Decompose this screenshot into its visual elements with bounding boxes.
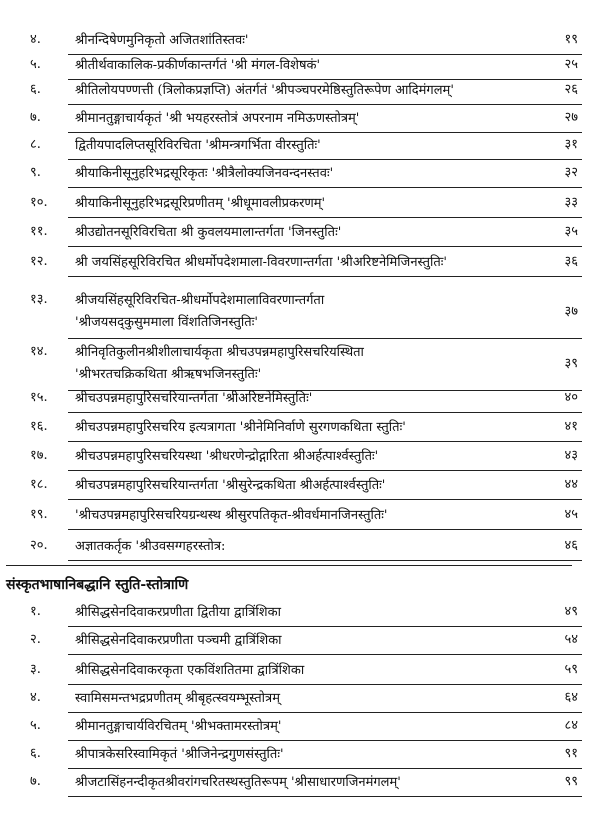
entry-page-number: ५४: [564, 632, 578, 647]
entry-title: श्रीचउपन्नमहापुरिसचरियान्तर्गता 'श्रीसुरेन्द्रकथिता श्रीअर्हत्पार्श्वस्तुतिः': [75, 478, 386, 493]
entry-title: श्रीमानतुङ्गाचार्यकृतं 'श्री भयहरस्तोत्रं अपरनाम नमिऊणस्तोत्रम्': [75, 111, 360, 126]
row-divider: [68, 217, 582, 218]
entry-page-number: ८४: [564, 718, 578, 733]
entry-page-number: २६: [564, 82, 578, 97]
entry-number: ६.: [30, 746, 41, 761]
row-divider: [68, 276, 582, 277]
entry-number: १५.: [30, 390, 48, 405]
entry-title: श्रीसिद्धसेनदिवाकरप्रणीता पञ्चमी द्वात्रिंशिका: [75, 633, 282, 648]
entry-number: १९.: [30, 507, 48, 522]
entry-title: स्वामिसमन्तभद्रप्रणीतम् श्रीबृहत्स्वयम्भूस्तोत्रम्: [75, 691, 280, 706]
entry-number: १.: [30, 604, 41, 619]
section-heading: संस्कृतभाषानिबद्धानि स्तुति-स्तोत्राणि: [6, 577, 189, 593]
entry-number: ५.: [30, 718, 41, 733]
entry-title: श्रीचउपन्नमहापुरिसचरियान्तर्गता 'श्रीअरिष्टनेमिस्तुतिः': [75, 391, 313, 406]
entry-title: श्रीतिलोयपण्णत्ती (त्रिलोकप्रज्ञप्ति) अंतर्गतं 'श्रीपञ्चपरमेष्ठिस्तुतिरूपेण आदिमंगलम्': [75, 83, 454, 98]
entry-number: २.: [30, 632, 41, 647]
entry-page-number: ३७: [564, 304, 578, 319]
row-divider: [68, 626, 582, 627]
entry-title: श्रीउद्योतनसूरिविरचिता श्री कुवलयमालान्तर्गता 'जिनस्तुतिः': [75, 225, 342, 240]
entry-title: श्रीयाकिनीसूनुहरिभद्रसूरिप्रणीतम् 'श्रीधूमावलीप्रकरणम्': [75, 196, 326, 211]
entry-number: १८.: [30, 477, 48, 492]
entry-page-number: २५: [564, 57, 578, 72]
entry-number: ४.: [30, 690, 41, 705]
row-divider: [68, 470, 582, 471]
entry-number: १२.: [30, 254, 48, 269]
row-divider: [68, 338, 582, 339]
entry-page-number: ५९: [564, 662, 578, 677]
entry-number: ४.: [30, 32, 41, 47]
row-divider: [68, 529, 582, 530]
entry-title: श्रीसिद्धसेनदिवाकरप्रणीता द्वितीया द्वात्रिंशिका: [75, 605, 281, 620]
entry-number: ११.: [30, 224, 48, 239]
entry-number: १६.: [30, 419, 48, 434]
entry-page-number: ४४: [564, 477, 578, 492]
row-divider: [68, 412, 582, 413]
entry-page-number: ४६: [564, 538, 578, 553]
entry-number: ६.: [30, 82, 41, 97]
entry-page-number: ९१: [564, 746, 578, 761]
entry-page-number: २७: [564, 110, 578, 125]
row-divider: [68, 712, 582, 713]
entry-title: श्रीजटासिंहनन्दीकृतश्रीवरांगचरितस्थस्तुतिरूपम् 'श्रीसाधारणजिनमंगलम्': [75, 775, 401, 790]
row-divider: [68, 560, 582, 561]
entry-number: १७.: [30, 448, 48, 463]
entry-page-number: ३५: [564, 224, 578, 239]
entry-page-number: ३३: [564, 195, 578, 210]
entry-title: श्रीनन्दिषेणमुनिकृतो अजितशांतिस्तवः': [75, 33, 249, 48]
row-divider: [68, 132, 582, 133]
entry-title: 'श्रीचउपन्नमहापुरिसचरियग्रन्थस्थ श्रीसुरपतिकृत-श्रीवर्धमानजिनस्तुतिः': [75, 508, 388, 523]
entry-title: श्री जयसिंहसूरिविरचित श्रीधर्मोपदेशमाला-विवरणान्तर्गता 'श्रीअरिष्टनेमिजिनस्तुतिः': [75, 255, 447, 270]
entry-page-number: ४५: [564, 507, 578, 522]
row-divider: [68, 441, 582, 442]
entry-page-number: ६४: [564, 690, 578, 705]
entry-page-number: १९: [564, 32, 578, 47]
entry-page-number: ३६: [564, 254, 578, 269]
entry-number: ५.: [30, 57, 41, 72]
row-divider: [68, 654, 582, 655]
entry-title: श्रीचउपन्नमहापुरिसचरियस्था 'श्रीधरणेन्द्रोद्गारिता श्रीअर्हत्पार्श्वस्तुतिः': [75, 449, 379, 464]
entry-number: ८.: [30, 137, 41, 152]
row-divider: [68, 159, 582, 160]
entry-title: श्रीयाकिनीसूनुहरिभद्रसूरिकृतः 'श्रीत्रैलोक्यजिनवन्दनस्तवः': [75, 166, 334, 181]
entry-page-number: ३९: [564, 356, 578, 371]
entry-page-number: ४९: [564, 604, 578, 619]
row-divider: [68, 796, 582, 797]
entry-page-number: ४३: [564, 448, 578, 463]
entry-number: २०.: [30, 538, 48, 553]
entry-number: १०.: [30, 195, 48, 210]
entry-page-number: ३१: [564, 137, 578, 152]
section-divider: [6, 565, 572, 566]
entry-page-number: ९९: [564, 774, 578, 789]
entry-number: ७.: [30, 774, 41, 789]
entry-title: श्रीपात्रकेसरिस्वामिकृतं 'श्रीजिनेन्द्रगुणसंस्तुतिः': [75, 747, 284, 762]
entry-title: श्रीमानतुङ्गाचार्यविरचितम् 'श्रीभक्तामरस्तोत्रम्': [75, 719, 282, 734]
entry-title-continued: 'श्रीभरतचक्रिकथिता श्रीऋषभजिनस्तुतिः': [75, 367, 262, 382]
row-divider: [68, 246, 582, 247]
entry-title: श्रीजयसिंहसूरिविरचित-श्रीधर्मोपदेशमालाविवरणान्तर्गता: [75, 293, 325, 308]
entry-number: ७.: [30, 110, 41, 125]
entry-number: १४.: [30, 344, 48, 359]
entry-title: श्रीनिवृतिकुलीनश्रीशीलाचार्यकृता श्रीचउपन्नमहापुरिसचरियस्थिता: [75, 345, 364, 360]
entry-page-number: ४०: [564, 390, 578, 405]
row-divider: [68, 684, 582, 685]
row-divider: [68, 768, 582, 769]
entry-title: श्रीसिद्धसेनदिवाकरकृता एकविंशतितमा द्वात्रिंशिका: [75, 663, 305, 678]
entry-title: श्रीचउपन्नमहापुरिसचरिय इत्यत्रागता 'श्रीनेमिनिर्वाणे सुरगणकथिता स्तुतिः': [75, 420, 406, 435]
entry-page-number: ४१: [564, 419, 578, 434]
row-divider: [68, 187, 582, 188]
entry-title: अज्ञातकर्तृक 'श्रीउवसग्गहरस्तोत्र:: [75, 539, 226, 554]
entry-title: श्रीतीर्थवाकालिक-प्रकीर्णकान्तर्गतं 'श्री मंगल-विशेषकं': [75, 58, 321, 73]
entry-number: ३.: [30, 662, 41, 677]
row-divider: [68, 740, 582, 741]
entry-page-number: ३२: [564, 165, 578, 180]
entry-number: १३.: [30, 292, 48, 307]
entry-title-continued: 'श्रीजयसद्कुसुममाला विंशतिजिनस्तुतिः': [75, 315, 258, 330]
row-divider: [68, 104, 582, 105]
row-divider: [68, 499, 582, 500]
entry-title: द्वितीयपादलिप्तसूरिविरचिता 'श्रीमन्त्रगर्भिता वीरस्तुतिः': [75, 138, 321, 153]
entry-number: ९.: [30, 165, 41, 180]
